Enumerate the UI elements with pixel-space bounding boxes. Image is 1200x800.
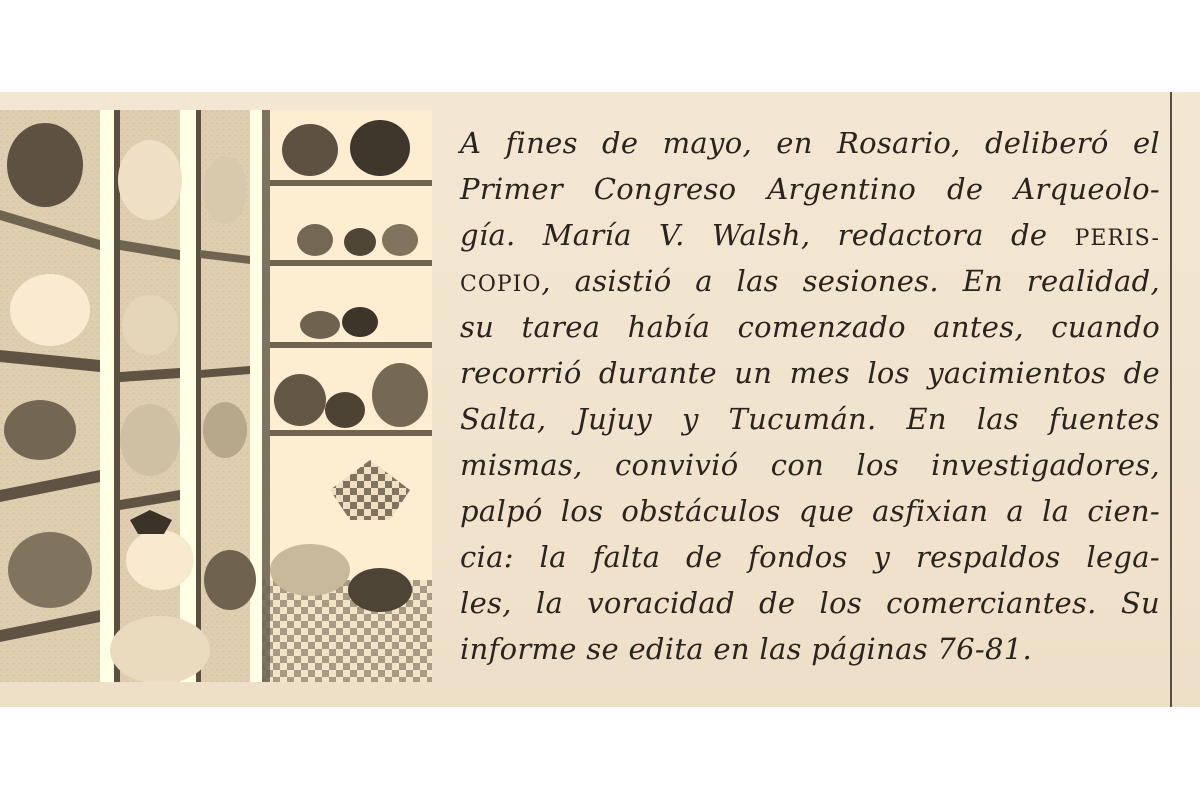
article-line-4: [460, 258, 1160, 304]
photo-illustration: [0, 110, 432, 682]
periscopio-word-part-1: PERIS-: [1074, 226, 1160, 251]
article-line-3: [460, 212, 1160, 258]
periscopio-word-part-2: COPIO: [460, 272, 542, 297]
article-line-8: mismas, convivió con los investigadores,: [460, 448, 1160, 482]
article-line-12: informe se edita en las páginas 76-81.: [460, 632, 1033, 666]
scanned-clipping: [0, 92, 1200, 707]
article-line-9: palpó los obstáculos que asfixian a la cien-: [460, 494, 1160, 528]
article-line-7: Salta, Jujuy y Tucumán. En las fuentes: [460, 402, 1160, 436]
article-text: [460, 120, 1160, 680]
article-line-1: A fines de mayo, en Rosario, deliberó el: [460, 126, 1160, 160]
article-line-6: recorrió durante un mes los yacimientos de: [460, 356, 1160, 390]
article-line-10: cia: la falta de fondos y respaldos lega-: [460, 540, 1160, 574]
article-line-2: Primer Congreso Argentino de Arqueolo-: [460, 172, 1160, 206]
archaeology-shelves-photo: [0, 110, 432, 682]
article-line-4-text: , asistió a las sesiones. En realidad,: [541, 264, 1160, 298]
column-rule: [1170, 92, 1172, 707]
article-line-5: su tarea había comenzado antes, cuando: [460, 310, 1160, 344]
article-line-3-text: gía. María V. Walsh, redactora de: [460, 218, 1075, 252]
article-line-11: les, la voracidad de los comerciantes. Su: [460, 586, 1160, 620]
